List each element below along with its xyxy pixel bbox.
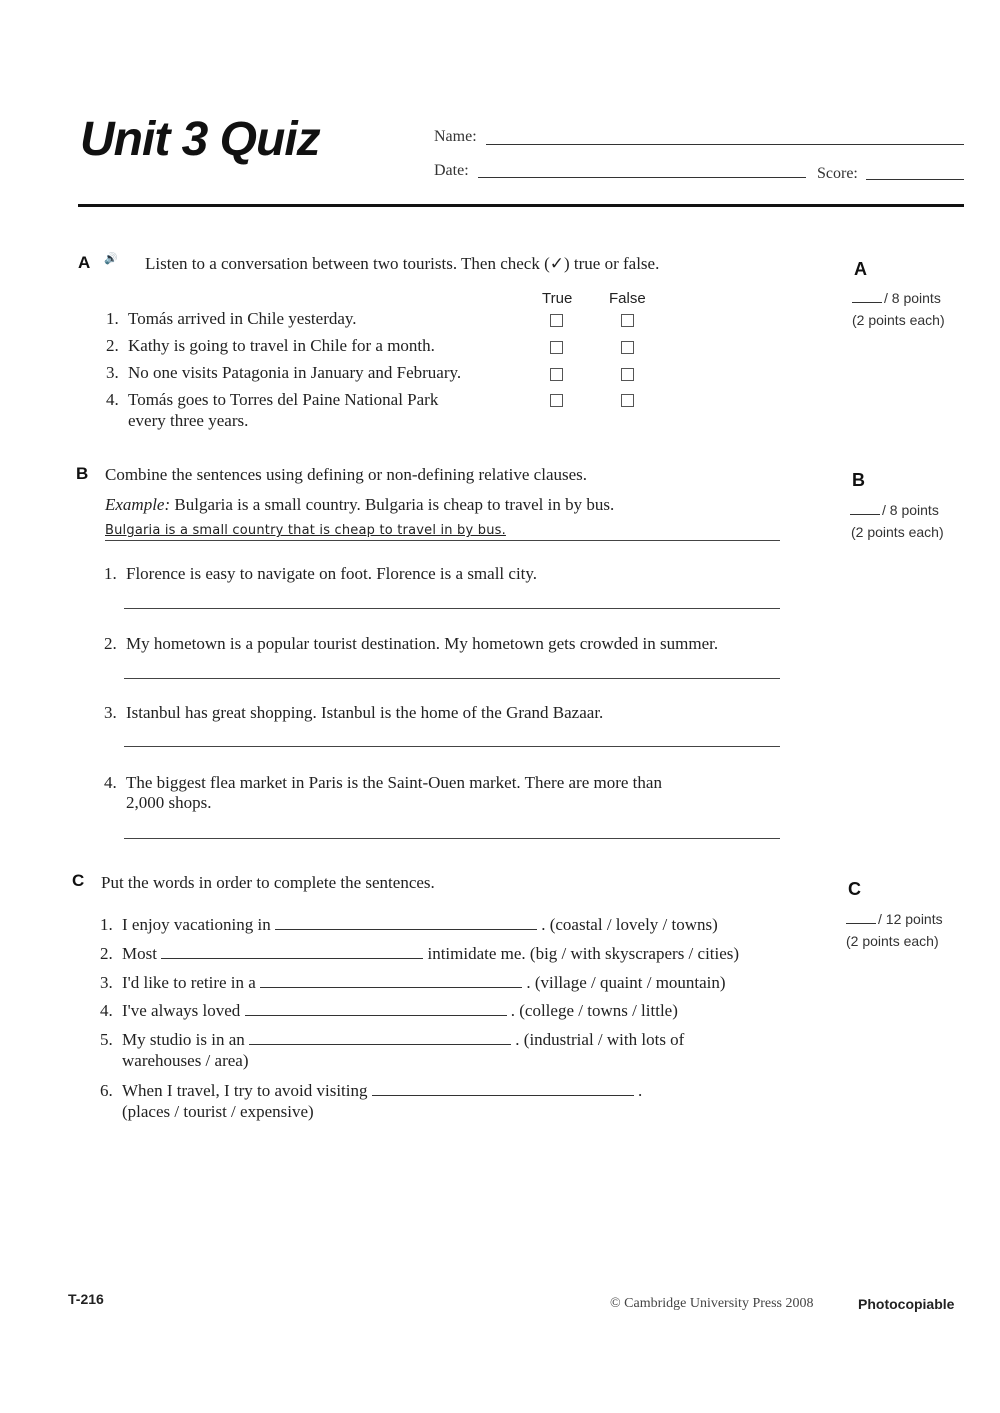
score-field[interactable] [866,179,964,180]
section-a-instruction: Listen to a conversation between two tourists. Then check (✓) true or false. [145,254,660,273]
col-true-header: True [542,290,573,307]
list-item: 1. I enjoy vacationing in . (coastal / lovely / towns) [100,915,718,934]
points-each-a: (2 points each) [852,312,945,328]
score-points-b: / 8 points [850,502,939,518]
checkbox-false-2[interactable] [621,341,634,354]
section-c-letter: C [72,871,85,890]
checkbox-true-3[interactable] [550,368,563,381]
checkbox-true-1[interactable] [550,314,563,327]
example-line: Example: Bulgaria is a small country. Bulgaria is cheap to travel in by bus. [105,495,615,514]
name-label: Name: [434,128,477,145]
example-answer: Bulgaria is a small country that is cheap to travel in by bus. [105,523,506,538]
answer-line-2[interactable] [124,678,780,679]
score-label: Score: [817,165,858,182]
section-a-letter: A [78,253,91,272]
checkbox-true-4[interactable] [550,394,563,407]
list-item-continuation: every three years. [128,411,249,430]
col-false-header: False [609,290,646,307]
photocopiable-label: Photocopiable [858,1296,955,1312]
blank-c3[interactable] [260,975,522,988]
header-divider [78,204,964,207]
points-each-c: (2 points each) [846,933,939,949]
answer-line-4[interactable] [124,838,780,839]
blank-c5[interactable] [249,1032,511,1045]
blank-c4[interactable] [245,1003,507,1016]
list-item: 3. Istanbul has great shopping. Istanbul is the home of the Grand Bazaar. [104,703,604,722]
checkbox-false-3[interactable] [621,368,634,381]
checkbox-true-2[interactable] [550,341,563,354]
side-letter-c: C [848,879,861,899]
date-label: Date: [434,162,469,179]
list-item-continuation: 2,000 shops. [126,793,212,812]
checkbox-false-4[interactable] [621,394,634,407]
score-blank-c[interactable] [846,913,876,924]
page-code: T-216 [68,1291,104,1307]
name-field[interactable] [486,144,964,145]
blank-c2[interactable] [161,946,423,959]
side-letter-b: B [852,470,865,490]
list-item: 3. No one visits Patagonia in January and February. [106,363,462,382]
blank-c6[interactable] [372,1083,634,1096]
list-item: 2. Most intimidate me. (big / with skyscrapers / cities) [100,944,740,963]
section-c-instruction: Put the words in order to complete the sentences. [101,873,435,892]
score-points-c: / 12 points [846,911,943,927]
checkbox-false-1[interactable] [621,314,634,327]
section-b-instruction: Combine the sentences using defining or non-defining relative clauses. [105,465,588,484]
list-item: 4. The biggest flea market in Paris is the Saint-Ouen market. There are more than [104,773,662,792]
list-item: 6. When I travel, I try to avoid visiting . [100,1081,643,1100]
audio-icon: 🔊 [104,253,118,265]
list-item: 2. Kathy is going to travel in Chile for a month. [106,336,435,355]
list-item: 4. I've always loved . (college / towns / little) [100,1001,678,1020]
list-item: 3. I'd like to retire in a . (village / quaint / mountain) [100,973,726,992]
list-item: 5. My studio is in an . (industrial / with lots of [100,1030,685,1049]
list-item-continuation: warehouses / area) [122,1051,249,1070]
answer-line-3[interactable] [124,746,780,747]
page-title: Unit 3 Quiz [80,113,320,166]
score-blank-b[interactable] [850,504,880,515]
section-b-letter: B [76,464,89,483]
list-item: 1. Florence is easy to navigate on foot. Florence is a small city. [104,564,538,583]
answer-line-1[interactable] [124,608,780,609]
date-field[interactable] [478,177,806,178]
list-item: 1. Tomás arrived in Chile yesterday. [106,309,357,328]
points-each-b: (2 points each) [851,524,944,540]
copyright: © Cambridge University Press 2008 [610,1296,814,1311]
list-item: 4. Tomás goes to Torres del Paine National Park [106,390,439,409]
score-blank-a[interactable] [852,292,882,303]
list-item: 2. My hometown is a popular tourist destination. My hometown gets crowded in summer. [104,634,719,653]
example-answer-line [105,540,780,541]
side-letter-a: A [854,259,867,279]
blank-c1[interactable] [275,917,537,930]
list-item-continuation: (places / tourist / expensive) [122,1102,314,1121]
score-points-a: / 8 points [852,290,941,306]
